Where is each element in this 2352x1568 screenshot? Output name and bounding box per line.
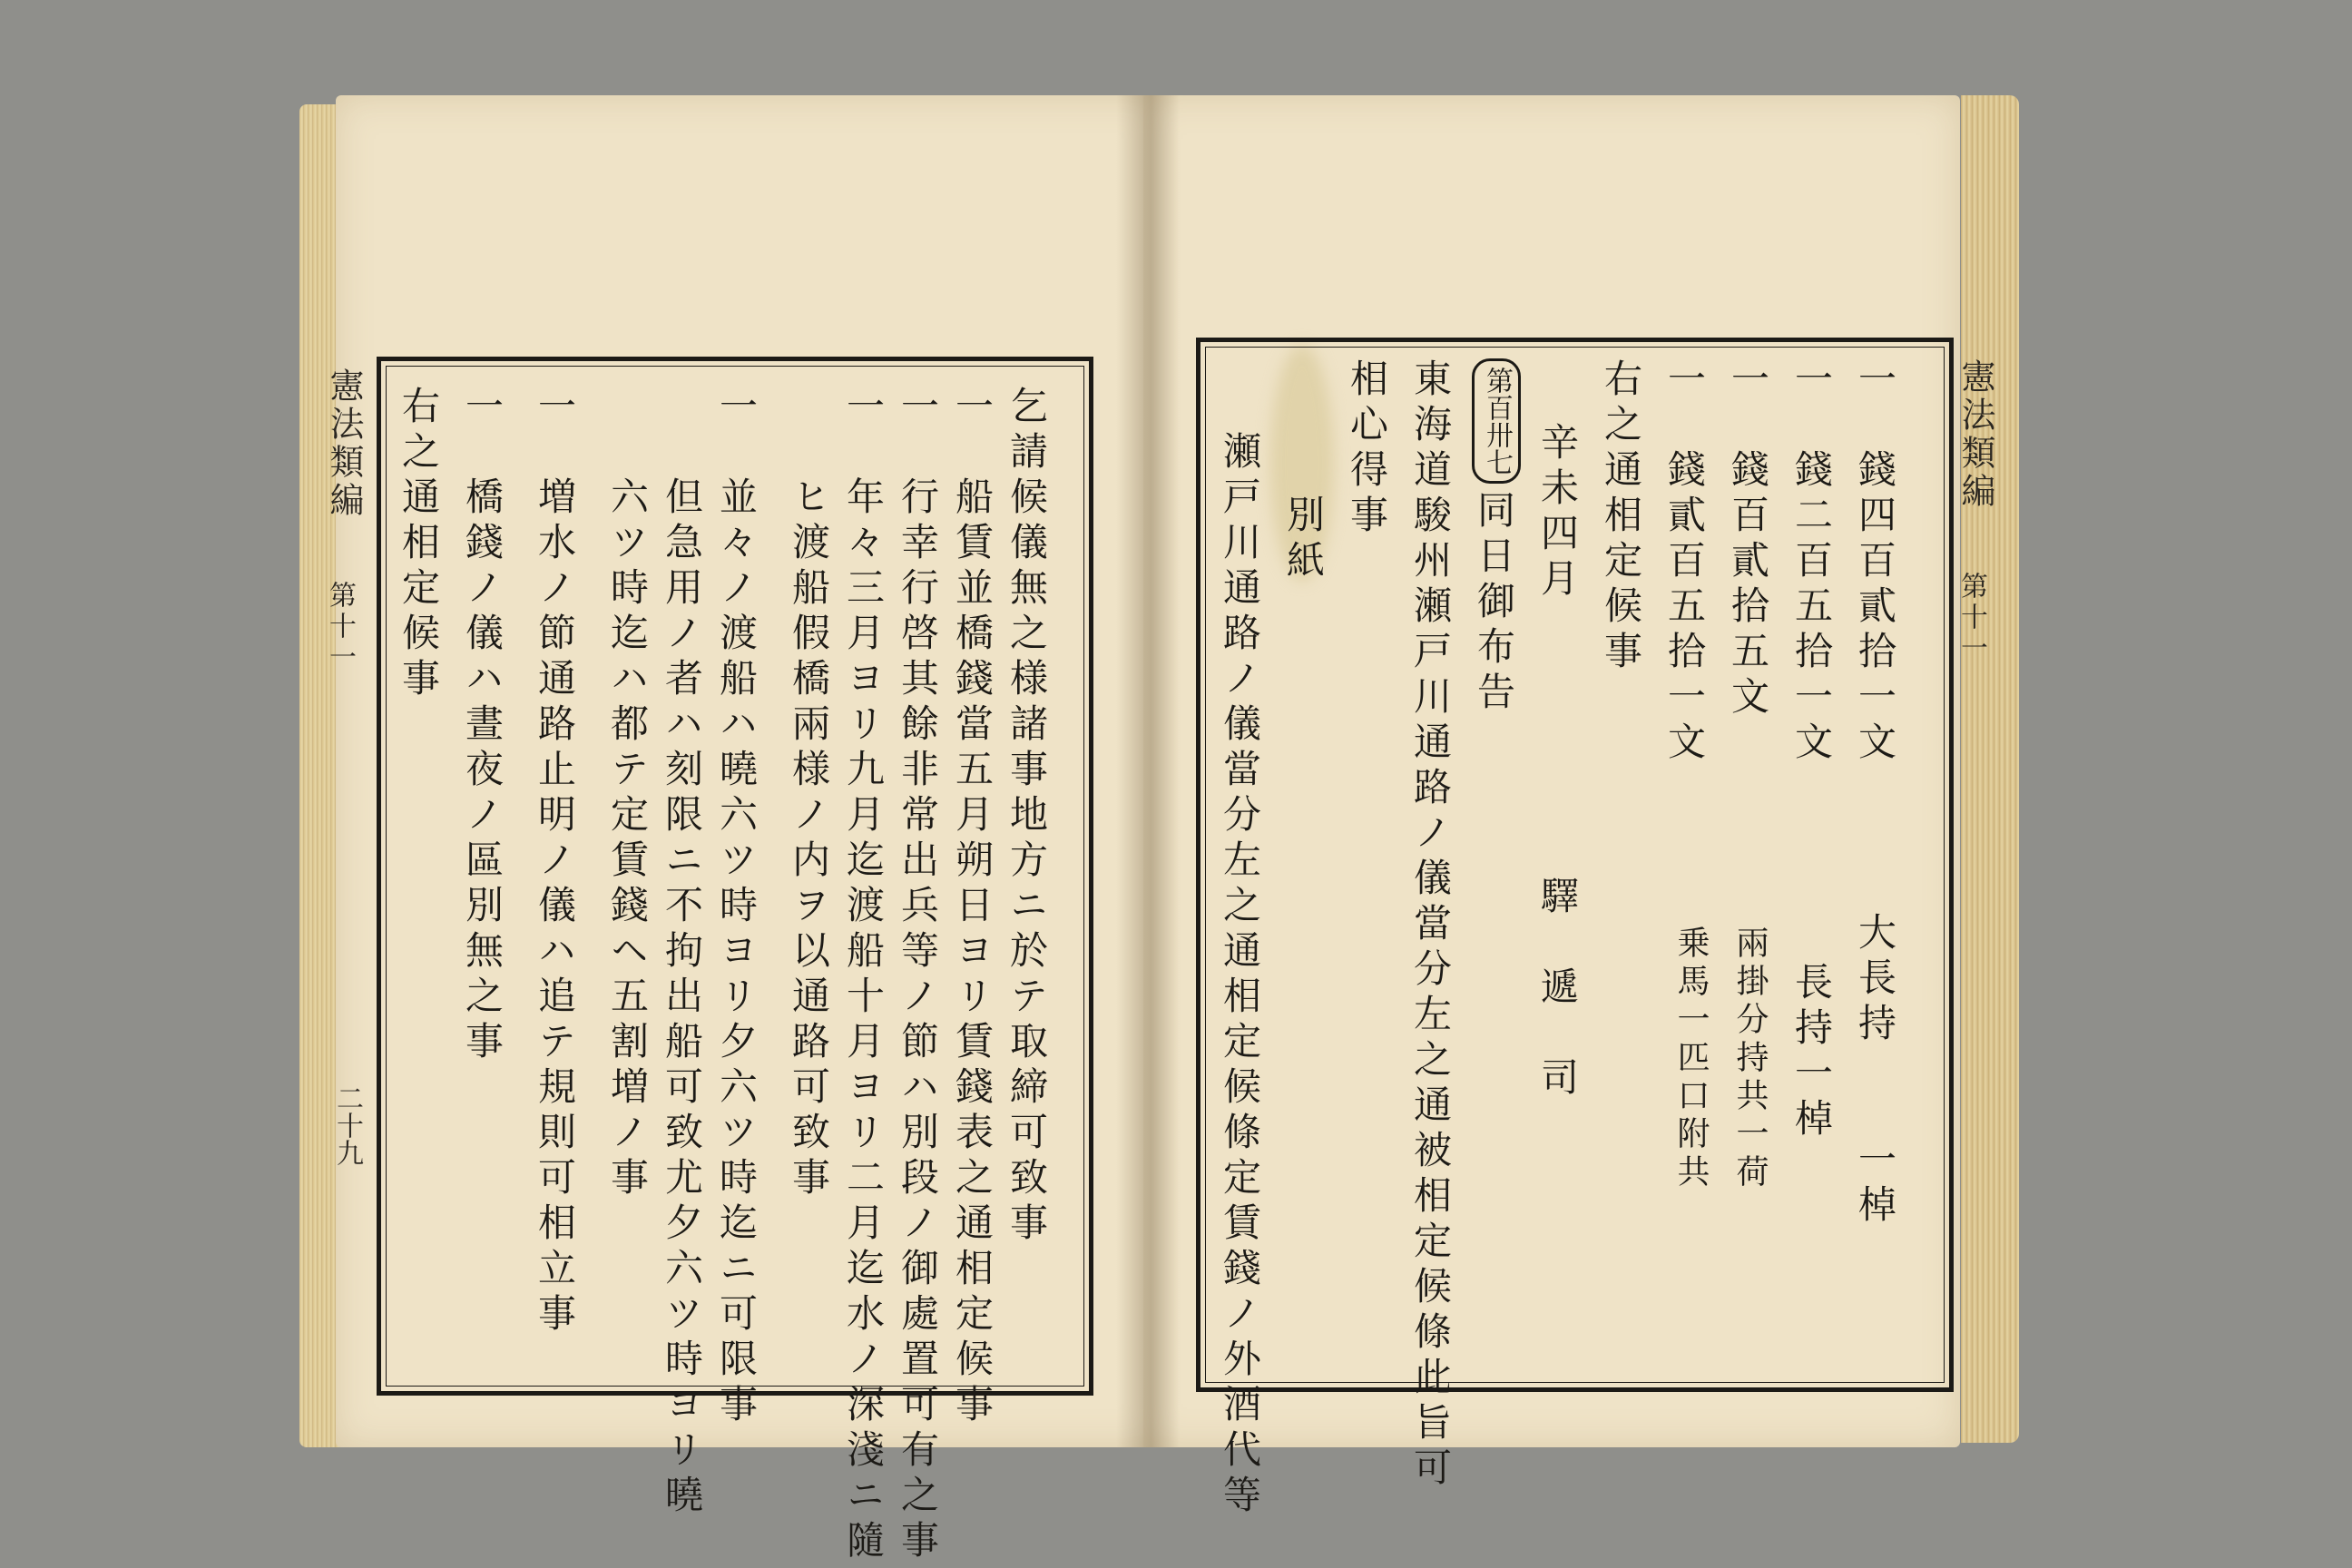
attachment-line: 瀬戸川通路ノ儀當分左之通相定候條定賃錢ノ外酒代等 bbox=[1218, 431, 1262, 1520]
left-margin-title: 憲法類編 bbox=[324, 368, 364, 520]
book-gutter bbox=[1116, 95, 1180, 1447]
left-col-5: ヒ渡船假橋兩様ノ内ヲ以通路可致事 bbox=[787, 386, 831, 1202]
left-margin-subtitle: 第十一 bbox=[324, 581, 356, 673]
left-col-6: 一 並々ノ渡船ハ曉六ツ時ヨリ夕六ツ時迄ニ可限事 bbox=[714, 386, 759, 1429]
left-col-10: 一 橋錢ノ儀ハ晝夜ノ區別無之事 bbox=[460, 386, 505, 1066]
issuer: 驛 遞 司 bbox=[1535, 876, 1580, 1102]
left-col-9: 一 増水ノ節通路止明ノ儀ハ追テ規則可相立事 bbox=[533, 386, 577, 1338]
left-col-4: 一 年々三月ヨリ九月迄渡船十月ヨリ二月迄水ノ深淺ニ隨 bbox=[841, 386, 886, 1565]
right-margin-subtitle: 第十一 bbox=[1955, 572, 1987, 664]
left-col-3: 一 行幸行啓其餘非常出兵等ノ節ハ別段ノ御處置可有之事 bbox=[896, 386, 940, 1565]
fee-line-4: 一 錢貳百五拾一文 bbox=[1662, 358, 1707, 767]
left-col-11: 右之通相定候事 bbox=[397, 386, 441, 703]
fee-line-1: 一 錢四百貳拾一文 bbox=[1853, 358, 1897, 767]
attachment-label: 別紙 bbox=[1281, 495, 1326, 585]
left-col-1: 乞請候儀無之様諸事地方ニ於テ取締可致事 bbox=[1004, 386, 1049, 1248]
left-col-8: 六ツ時迄ハ都テ定賃錢ヘ五割増ノ事 bbox=[605, 386, 650, 1202]
fee-line-3: 一 錢百貳拾五文 bbox=[1726, 358, 1770, 721]
date: 辛未四月 bbox=[1535, 422, 1580, 603]
right-closing: 右之通相定候事 bbox=[1599, 358, 1643, 676]
fee-line-2: 一 錢二百五拾一文 bbox=[1789, 358, 1834, 767]
fee-item-4: 乗馬一匹口附共 bbox=[1672, 926, 1710, 1192]
article-number-stamp: 第百卅七 bbox=[1472, 358, 1521, 484]
fee-item-1: 大長持 一棹 bbox=[1853, 912, 1897, 1230]
fee-item-2: 長持一棹 bbox=[1789, 962, 1834, 1143]
right-page-edges bbox=[1961, 95, 2019, 1443]
announcement-line-2: 相心得事 bbox=[1345, 358, 1389, 540]
announcement-heading: 同日御布告 bbox=[1472, 490, 1516, 717]
left-col-7: 但急用ノ者ハ刻限ニ不拘出船可致尤夕六ツ時ヨリ曉 bbox=[660, 386, 704, 1520]
announcement-line-1: 東海道駿州瀬戸川通路ノ儀當分左之通被相定候條此旨可 bbox=[1408, 358, 1453, 1493]
fee-item-3: 兩掛分持共一荷 bbox=[1731, 926, 1769, 1192]
left-folio: 二十九 bbox=[331, 1084, 363, 1166]
right-margin-title: 憲法類編 bbox=[1955, 358, 1995, 511]
left-col-2: 一 船賃並橋錢當五月朔日ヨリ賃錢表之通相定候事 bbox=[950, 386, 995, 1429]
